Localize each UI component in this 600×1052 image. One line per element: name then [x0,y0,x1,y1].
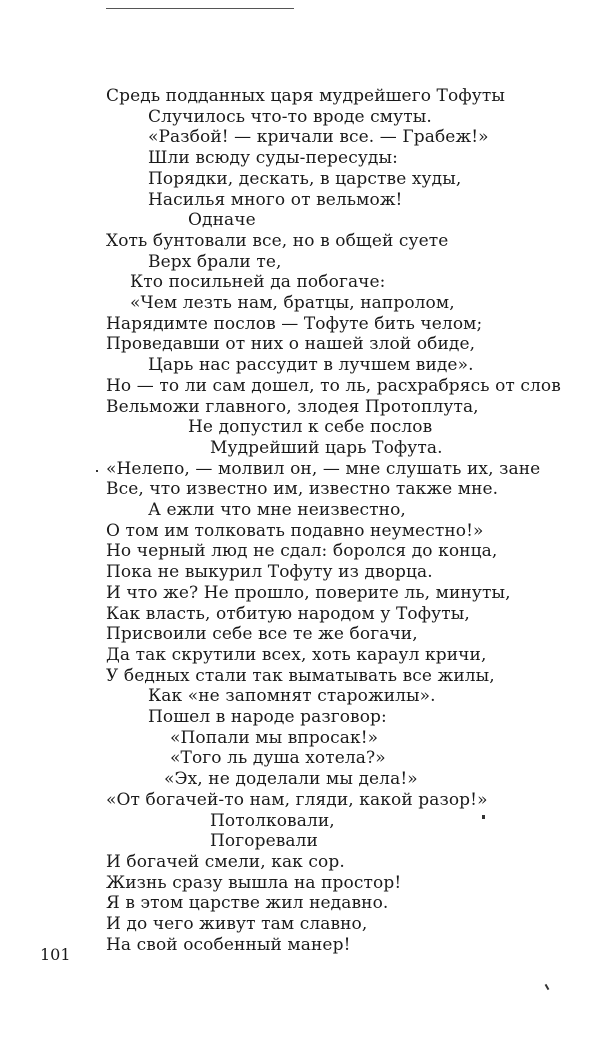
poem-line: О том им толковать подавно неуместно!» [106,520,484,541]
poem-line: А ежли что мне неизвестно, [148,500,406,520]
poem-line: Как «не запомнят старожилы». [148,686,436,707]
poem-line: Кто посильней да побогаче: [130,272,386,293]
page-number: 101 [40,945,71,964]
poem-line: У бедных стали так выматывать все жилы, [106,665,495,686]
poem-line: Насилья много от вельмож! [148,189,403,210]
poem-line: «От богачей-то нам, гляди, какой разор!» [106,789,488,810]
poem-line: Не допустил к себе послов [188,417,433,438]
poem-line: «Чем лезть нам, братцы, напролом, [130,293,455,313]
poem-line: Верх брали те, [148,251,282,272]
poem-line: «Того ль душа хотела?» [170,748,386,769]
poem-line: Вельможи главного, злодея Протоплута, [106,396,479,417]
poem-line: Пока не выкурил Тофуту из дворца. [106,562,433,583]
poem-line: Средь подданных царя мудрейшего Тофуты [106,86,505,106]
poem-line: Порядки, дескать, в царстве худы, [148,168,462,189]
poem-line: И что же? Не прошло, поверите ль, минуты, [106,582,511,603]
poem-line: Шли всюду суды-пересуды: [148,148,398,169]
poem-line: Да так скрутили всех, хоть караул кричи, [106,644,487,665]
poem-line: И богачей смели, как сор. [106,851,345,872]
poem-line: Случилось что-то вроде смуты. [148,106,432,127]
poem-line: Все, что известно им, известно также мне. [106,479,499,500]
poem-line: Нарядимте послов — Тофуте бить челом; [106,313,483,334]
top-rule [106,8,294,9]
poem-line: Царь нас рассудит в лучшем виде». [148,355,474,376]
poem-line: Но — то ли сам дошел, то ль, расхрабрясь от слов [106,375,561,396]
poem-line: «Эх, не доделали мы дела!» [164,769,418,790]
poem-line: Одначе [188,210,256,231]
poem-line: «Попали мы впросак!» [170,727,379,748]
poem-line: Проведавши от них о нашей злой обиде, [106,334,476,355]
speck-mark [545,984,550,990]
poem-line: Жизнь сразу вышла на простор! [106,872,402,893]
poem-line: Потолковали, [210,810,335,831]
poem-line: На свой особенный манер! [106,934,351,955]
poem-line: «Нелепо, — молвил он, — мне слушать их, зане [106,458,541,479]
poem-line: Присвоили себе все те же богачи, [106,624,418,645]
poem-line: Хоть бунтовали все, но в общей суете [106,230,449,251]
poem-line: Мудрейший царь Тофута. [210,437,443,458]
speck-mark [96,470,98,472]
poem-line: «Разбой! — кричали все. — Грабеж!» [148,127,489,148]
poem-line: Но черный люд не сдал: боролся до конца, [106,541,498,562]
poem-line: И до чего живут там славно, [106,914,368,934]
speck-mark [482,815,485,819]
poem-line: Я в этом царстве жил недавно. [106,893,389,914]
poem-line: Погоревали [210,831,318,852]
poem-line: Как власть, отбитую народом у Тофуты, [106,603,470,624]
poem-line: Пошел в народе разговор: [148,707,387,727]
